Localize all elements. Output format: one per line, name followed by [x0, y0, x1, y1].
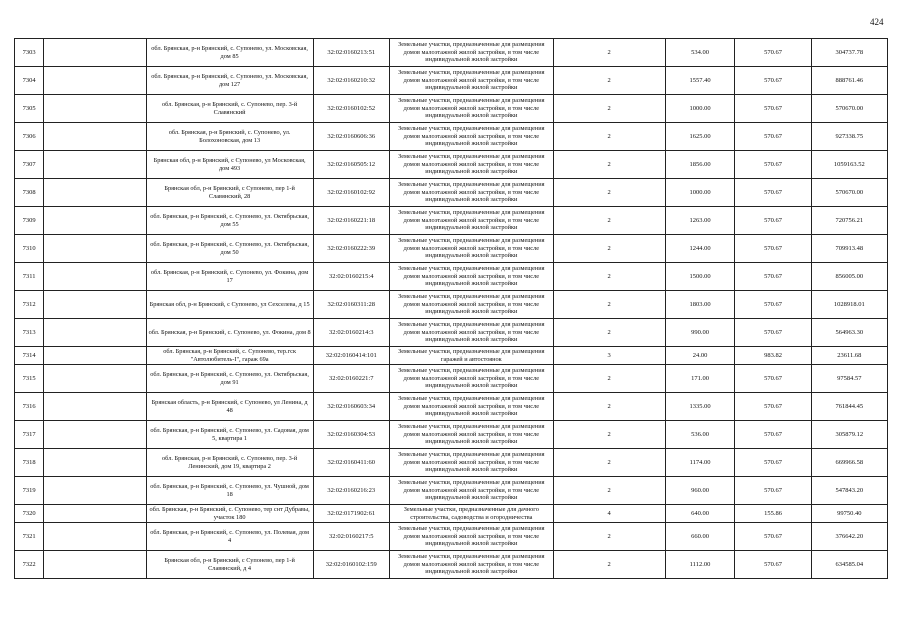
spacer-cell [44, 319, 146, 347]
address-cell: Брянская обл, р-н Брянский, с Супонево, ул Московская, дом 493 [146, 151, 313, 179]
cadastral-number-cell: 32:02:0160102:92 [313, 179, 389, 207]
land-purpose-cell: Земельные участки, предназначенные для размещения домов малоэтажной жилой застройки, в том числе индивидуальной жилой застройки [389, 207, 553, 235]
specific-value-cell: 570.67 [735, 235, 811, 263]
spacer-cell [44, 477, 146, 505]
table-row [15, 319, 888, 347]
address-cell: Брянская обл, р-н Брянский, с Супонево, пер 1-й Славянский, д 4 [146, 551, 313, 579]
specific-value-cell: 983.82 [735, 347, 811, 365]
row-number-cell: 7318 [15, 449, 44, 477]
address-cell: обл. Брянская, р-н Брянский, с. Супонево, ул. Октябрьская, дом 50 [146, 235, 313, 263]
spacer-cell [44, 523, 146, 551]
area-cell: 536.00 [665, 421, 735, 449]
row-number-cell: 7303 [15, 39, 44, 67]
cadastral-value-cell: 1028918.01 [811, 291, 887, 319]
table-row [15, 347, 888, 365]
table-row [15, 123, 888, 151]
group-cell: 2 [553, 95, 665, 123]
area-cell: 24.00 [665, 347, 735, 365]
cadastral-number-cell: 32:02:0160102:52 [313, 95, 389, 123]
cadastral-value-cell: 927338.75 [811, 123, 887, 151]
spacer-cell [44, 421, 146, 449]
land-purpose-cell: Земельные участки, предназначенные для размещения домов малоэтажной жилой застройки, в том числе индивидуальной жилой застройки [389, 365, 553, 393]
cadastral-number-cell: 32:02:0160221:7 [313, 365, 389, 393]
address-cell: обл. Брянская, р-н Брянский, с. Супонево, ул. Фокина, дом 8 [146, 319, 313, 347]
cadastral-number-cell: 32:02:0160213:51 [313, 39, 389, 67]
cadastral-number-cell: 32:02:0160102:159 [313, 551, 389, 579]
group-cell: 2 [553, 393, 665, 421]
specific-value-cell: 570.67 [735, 67, 811, 95]
specific-value-cell: 570.67 [735, 523, 811, 551]
spacer-cell [44, 263, 146, 291]
area-cell: 1112.00 [665, 551, 735, 579]
spacer-cell [44, 291, 146, 319]
table-row [15, 151, 888, 179]
address-cell: обл. Брянская, р-н Брянский, с. Супонево, ул. Садовая, дом 5, квартира 1 [146, 421, 313, 449]
cadastral-value-table [14, 38, 888, 579]
area-cell: 1557.40 [665, 67, 735, 95]
land-purpose-cell: Земельные участки, предназначенные для размещения домов малоэтажной жилой застройки, в том числе индивидуальной жилой застройки [389, 319, 553, 347]
address-cell: Брянская обл, р-н Брянский, с Супонево, пер 1-й Славянский, 28 [146, 179, 313, 207]
address-cell: обл. Брянская, р-н Брянский, с. Супонево, ул. Болохоновская, дом 13 [146, 123, 313, 151]
cadastral-number-cell: 32:02:0160214:3 [313, 319, 389, 347]
cadastral-value-cell: 547843.20 [811, 477, 887, 505]
cadastral-number-cell: 32:02:0160411:60 [313, 449, 389, 477]
table-row [15, 505, 888, 523]
spacer-cell [44, 95, 146, 123]
table-row [15, 39, 888, 67]
cadastral-value-cell: 23611.68 [811, 347, 887, 365]
area-cell: 534.00 [665, 39, 735, 67]
spacer-cell [44, 347, 146, 365]
spacer-cell [44, 67, 146, 95]
group-cell: 2 [553, 551, 665, 579]
table-row [15, 477, 888, 505]
land-purpose-cell: Земельные участки, предназначенные для размещения гаражей и автостоянок [389, 347, 553, 365]
group-cell: 2 [553, 263, 665, 291]
area-cell: 1000.00 [665, 95, 735, 123]
land-purpose-cell: Земельные участки, предназначенные для размещения домов малоэтажной жилой застройки, в том числе индивидуальной жилой застройки [389, 523, 553, 551]
area-cell: 1244.00 [665, 235, 735, 263]
table-row [15, 393, 888, 421]
specific-value-cell: 570.67 [735, 421, 811, 449]
land-purpose-cell: Земельные участки, предназначенные для размещения домов малоэтажной жилой застройки, в том числе индивидуальной жилой застройки [389, 393, 553, 421]
row-number-cell: 7314 [15, 347, 44, 365]
cadastral-value-cell: 304737.78 [811, 39, 887, 67]
cadastral-value-cell: 564963.30 [811, 319, 887, 347]
specific-value-cell: 570.67 [735, 551, 811, 579]
table-row [15, 235, 888, 263]
group-cell: 4 [553, 505, 665, 523]
area-cell: 960.00 [665, 477, 735, 505]
row-number-cell: 7307 [15, 151, 44, 179]
address-cell: Брянская обл, р-н Брянский, с Супонево, ул Сехселева, д 15 [146, 291, 313, 319]
group-cell: 2 [553, 207, 665, 235]
address-cell: обл. Брянская, р-н Брянский, с. Супонево, тер снт Дубравы, участок 180 [146, 505, 313, 523]
cadastral-value-cell: 888761.46 [811, 67, 887, 95]
specific-value-cell: 570.67 [735, 291, 811, 319]
group-cell: 2 [553, 523, 665, 551]
cadastral-number-cell: 32:02:0171902:61 [313, 505, 389, 523]
land-purpose-cell: Земельные участки, предназначенные для размещения домов малоэтажной жилой застройки, в том числе индивидуальной жилой застройки [389, 551, 553, 579]
land-purpose-cell: Земельные участки, предназначенные для размещения домов малоэтажной жилой застройки, в том числе индивидуальной жилой застройки [389, 235, 553, 263]
address-cell: обл. Брянская, р-н Брянский, с. Супонево, ул. Чушной, дом 18 [146, 477, 313, 505]
land-purpose-cell: Земельные участки, предназначенные для размещения домов малоэтажной жилой застройки, в том числе индивидуальной жилой застройки [389, 39, 553, 67]
area-cell: 1263.00 [665, 207, 735, 235]
group-cell: 2 [553, 477, 665, 505]
address-cell: обл. Брянская, р-н Брянский, с. Супонево, пер. 3-й Славянский [146, 95, 313, 123]
row-number-cell: 7312 [15, 291, 44, 319]
table-row [15, 179, 888, 207]
group-cell: 3 [553, 347, 665, 365]
group-cell: 2 [553, 235, 665, 263]
row-number-cell: 7309 [15, 207, 44, 235]
spacer-cell [44, 179, 146, 207]
group-cell: 2 [553, 179, 665, 207]
spacer-cell [44, 393, 146, 421]
specific-value-cell: 570.67 [735, 39, 811, 67]
area-cell: 1500.00 [665, 263, 735, 291]
specific-value-cell: 570.67 [735, 123, 811, 151]
land-purpose-cell: Земельные участки, предназначенные для размещения домов малоэтажной жилой застройки, в том числе индивидуальной жилой застройки [389, 291, 553, 319]
cadastral-value-cell: 1059163.52 [811, 151, 887, 179]
area-cell: 1174.00 [665, 449, 735, 477]
cadastral-number-cell: 32:02:0160222:39 [313, 235, 389, 263]
spacer-cell [44, 207, 146, 235]
cadastral-number-cell: 32:02:0160216:23 [313, 477, 389, 505]
group-cell: 2 [553, 39, 665, 67]
row-number-cell: 7321 [15, 523, 44, 551]
table-row [15, 421, 888, 449]
specific-value-cell: 570.67 [735, 95, 811, 123]
land-purpose-cell: Земельные участки, предназначенные для размещения домов малоэтажной жилой застройки, в том числе индивидуальной жилой застройки [389, 67, 553, 95]
spacer-cell [44, 151, 146, 179]
spacer-cell [44, 505, 146, 523]
address-cell: обл. Брянская, р-н Брянский, с. Супонево, пер. 3-й Ленинский, дом 19, квартира 2 [146, 449, 313, 477]
address-cell: Брянская область, р-н Брянский, с Супонево, ул Ленина, д 48 [146, 393, 313, 421]
cadastral-number-cell: 32:02:0160606:36 [313, 123, 389, 151]
cadastral-number-cell: 32:02:0160215:4 [313, 263, 389, 291]
area-cell: 660.00 [665, 523, 735, 551]
cadastral-number-cell: 32:02:0160217:5 [313, 523, 389, 551]
row-number-cell: 7317 [15, 421, 44, 449]
address-cell: обл. Брянская, р-н Брянский, с. Супонево, ул. Полевая, дом 4 [146, 523, 313, 551]
cadastral-number-cell: 32:02:0160221:18 [313, 207, 389, 235]
group-cell: 2 [553, 151, 665, 179]
cadastral-value-cell: 97584.57 [811, 365, 887, 393]
land-purpose-cell: Земельные участки, предназначенные для размещения домов малоэтажной жилой застройки, в том числе индивидуальной жилой застройки [389, 263, 553, 291]
cadastral-number-cell: 32:02:0160311:28 [313, 291, 389, 319]
cadastral-number-cell: 32:02:0160603:34 [313, 393, 389, 421]
group-cell: 2 [553, 123, 665, 151]
cadastral-number-cell: 32:02:0160304:53 [313, 421, 389, 449]
address-cell: обл. Брянская, р-н Брянский, с. Супонево, ул. Октябрьская, дом 91 [146, 365, 313, 393]
specific-value-cell: 570.67 [735, 179, 811, 207]
specific-value-cell: 570.67 [735, 477, 811, 505]
row-number-cell: 7322 [15, 551, 44, 579]
group-cell: 2 [553, 365, 665, 393]
land-purpose-cell: Земельные участки, предназначенные для размещения домов малоэтажной жилой застройки, в том числе индивидуальной жилой застройки [389, 151, 553, 179]
specific-value-cell: 570.67 [735, 263, 811, 291]
area-cell: 171.00 [665, 365, 735, 393]
land-purpose-cell: Земельные участки, предназначенные для размещения домов малоэтажной жилой застройки, в том числе индивидуальной жилой застройки [389, 449, 553, 477]
row-number-cell: 7310 [15, 235, 44, 263]
row-number-cell: 7311 [15, 263, 44, 291]
cadastral-value-cell: 761844.45 [811, 393, 887, 421]
table-body [15, 39, 888, 579]
row-number-cell: 7315 [15, 365, 44, 393]
cadastral-value-cell: 709913.48 [811, 235, 887, 263]
cadastral-value-cell: 856005.00 [811, 263, 887, 291]
area-cell: 1625.00 [665, 123, 735, 151]
specific-value-cell: 155.86 [735, 505, 811, 523]
address-cell: обл. Брянская, р-н Брянский, с. Супонево, ул. Фокина, дом 17 [146, 263, 313, 291]
land-purpose-cell: Земельные участки, предназначенные для размещения домов малоэтажной жилой застройки, в том числе индивидуальной жилой застройки [389, 477, 553, 505]
specific-value-cell: 570.67 [735, 393, 811, 421]
cadastral-value-cell: 570670.00 [811, 179, 887, 207]
row-number-cell: 7308 [15, 179, 44, 207]
address-cell: обл. Брянская, р-н Брянский, с. Супонево, ул. Московская, дом 127 [146, 67, 313, 95]
land-purpose-cell: Земельные участки, предназначенные для размещения домов малоэтажной жилой застройки, в том числе индивидуальной жилой застройки [389, 123, 553, 151]
group-cell: 2 [553, 421, 665, 449]
table-row [15, 365, 888, 393]
cadastral-value-cell: 99750.40 [811, 505, 887, 523]
table-row [15, 95, 888, 123]
area-cell: 640.00 [665, 505, 735, 523]
cadastral-number-cell: 32:02:0160210:32 [313, 67, 389, 95]
spacer-cell [44, 123, 146, 151]
group-cell: 2 [553, 449, 665, 477]
cadastral-number-cell: 32:02:0160414:101 [313, 347, 389, 365]
area-cell: 1335.00 [665, 393, 735, 421]
land-purpose-cell: Земельные участки, предназначенные для дачного строительства, садоводства и огородничества [389, 505, 553, 523]
land-purpose-cell: Земельные участки, предназначенные для размещения домов малоэтажной жилой застройки, в том числе индивидуальной жилой застройки [389, 421, 553, 449]
spacer-cell [44, 551, 146, 579]
area-cell: 1856.00 [665, 151, 735, 179]
area-cell: 1803.00 [665, 291, 735, 319]
cadastral-value-cell: 570670.00 [811, 95, 887, 123]
table-row [15, 551, 888, 579]
area-cell: 1000.00 [665, 179, 735, 207]
row-number-cell: 7320 [15, 505, 44, 523]
spacer-cell [44, 449, 146, 477]
row-number-cell: 7316 [15, 393, 44, 421]
table-row [15, 523, 888, 551]
row-number-cell: 7306 [15, 123, 44, 151]
row-number-cell: 7319 [15, 477, 44, 505]
land-purpose-cell: Земельные участки, предназначенные для размещения домов малоэтажной жилой застройки, в том числе индивидуальной жилой застройки [389, 95, 553, 123]
address-cell: обл. Брянская, р-н Брянский, с. Супонево, тер.гск "Автолюбитель-I", гараж 69а [146, 347, 313, 365]
table-row [15, 263, 888, 291]
cadastral-value-cell: 720756.21 [811, 207, 887, 235]
cadastral-value-cell: 376642.20 [811, 523, 887, 551]
spacer-cell [44, 39, 146, 67]
group-cell: 2 [553, 291, 665, 319]
specific-value-cell: 570.67 [735, 365, 811, 393]
group-cell: 2 [553, 67, 665, 95]
table-row [15, 449, 888, 477]
specific-value-cell: 570.67 [735, 207, 811, 235]
table-row [15, 207, 888, 235]
spacer-cell [44, 235, 146, 263]
specific-value-cell: 570.67 [735, 319, 811, 347]
cadastral-number-cell: 32:02:0160505:12 [313, 151, 389, 179]
row-number-cell: 7313 [15, 319, 44, 347]
row-number-cell: 7305 [15, 95, 44, 123]
specific-value-cell: 570.67 [735, 151, 811, 179]
cadastral-value-cell: 634585.04 [811, 551, 887, 579]
spacer-cell [44, 365, 146, 393]
address-cell: обл. Брянская, р-н Брянский, с. Супонево, ул. Октябрьская, дом 55 [146, 207, 313, 235]
land-purpose-cell: Земельные участки, предназначенные для размещения домов малоэтажной жилой застройки, в том числе индивидуальной жилой застройки [389, 179, 553, 207]
group-cell: 2 [553, 319, 665, 347]
cadastral-value-cell: 669966.58 [811, 449, 887, 477]
specific-value-cell: 570.67 [735, 449, 811, 477]
area-cell: 990.00 [665, 319, 735, 347]
address-cell: обл. Брянская, р-н Брянский, с. Супонево, ул. Московская, дом 85 [146, 39, 313, 67]
row-number-cell: 7304 [15, 67, 44, 95]
page-number: 424 [870, 17, 884, 27]
table-row [15, 291, 888, 319]
cadastral-value-cell: 305879.12 [811, 421, 887, 449]
table-row [15, 67, 888, 95]
